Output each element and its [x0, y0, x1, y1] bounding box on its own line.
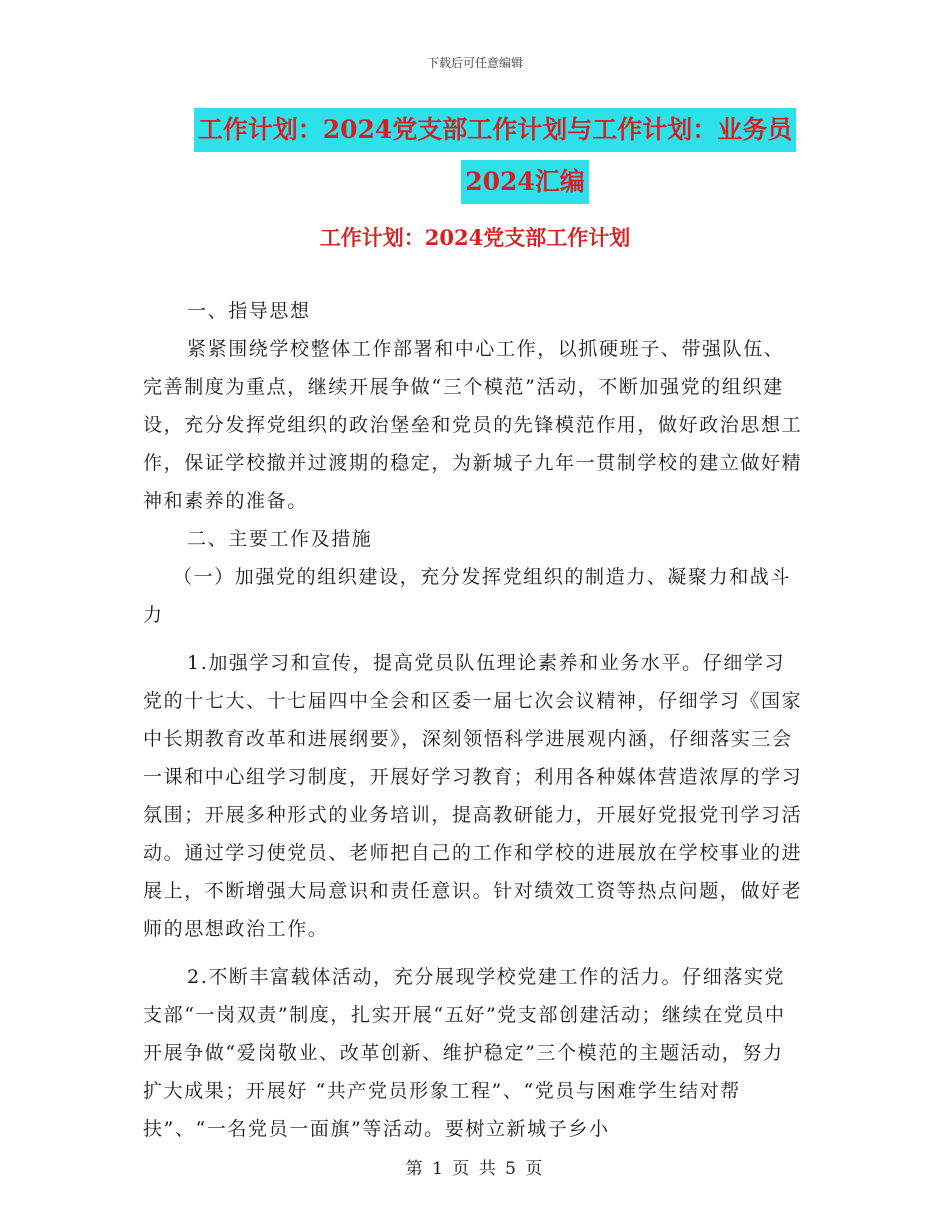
- document-title: [0, 108, 950, 204]
- document-body: [143, 292, 803, 1148]
- header-note: 下载后可任意编辑: [426, 56, 523, 70]
- paragraph-study-publicity: 1.加强学习和宣传，提高党员队伍理论素养和业务水平。仔细学习党的十七大、十七届四中全会和区委一届七次会议精神，仔细学习《国家中长期教育改革和进展纲要》，深刻领悟科学进展观内涵，仔细落实三会一课和中心组学习制度，开展好学习教育；利用各种媒体营造浓厚的学习氛围；开展多种形式的业务培训，提高教研能力，开展好党报党刊学习活动。通过学习使党员、老师把自己的工作和学校的进展放在学校事业的进展上，不断增强大局意识和责任意识。针对绩效工资等热点问题，做好老师的思想政治工作。: [143, 652, 803, 940]
- section-title: 工作计划：2024党支部工作计划: [319, 225, 631, 250]
- paragraph-guiding-ideology: 紧紧围绕学校整体工作部署和中心工作，以抓硬班子、带强队伍、完善制度为重点，继续开展争做“三个模范”活动，不断加强党的组织建设，充分发挥党组织的政治堡垒和党员的先锋模范作用，做好政治思想工作，保证学校撤并过渡期的稳定，为新城子九年一贯制学校的建立做好精神和素养的准备。: [143, 338, 803, 512]
- heading-main-work: 二、主要工作及措施: [187, 528, 373, 550]
- subheading-organization: （一）加强党的组织建设，充分发挥党组织的制造力、凝聚力和战斗力: [143, 566, 792, 626]
- document-title-line-2: 2024汇编: [461, 160, 589, 204]
- page-number: 第 1 页 共 5 页: [405, 1159, 545, 1179]
- paragraph-activities: 2.不断丰富载体活动，充分展现学校党建工作的活力。仔细落实党支部“一岗双责”制度，扎实开展“五好”党支部创建活动；继续在党员中开展争做“爱岗敬业、改革创新、维护稳定”三个模范的主题活动，努力扩大成果；开展好 “共产党员形象工程”、“党员与困难学生结对帮扶”、“一名党员一面旗”等活动。要树立新城子乡小: [143, 966, 786, 1140]
- heading-guiding-ideology: 一、指导思想: [187, 300, 311, 322]
- document-title-line-1: 工作计划：2024党支部工作计划与工作计划：业务员: [194, 108, 797, 152]
